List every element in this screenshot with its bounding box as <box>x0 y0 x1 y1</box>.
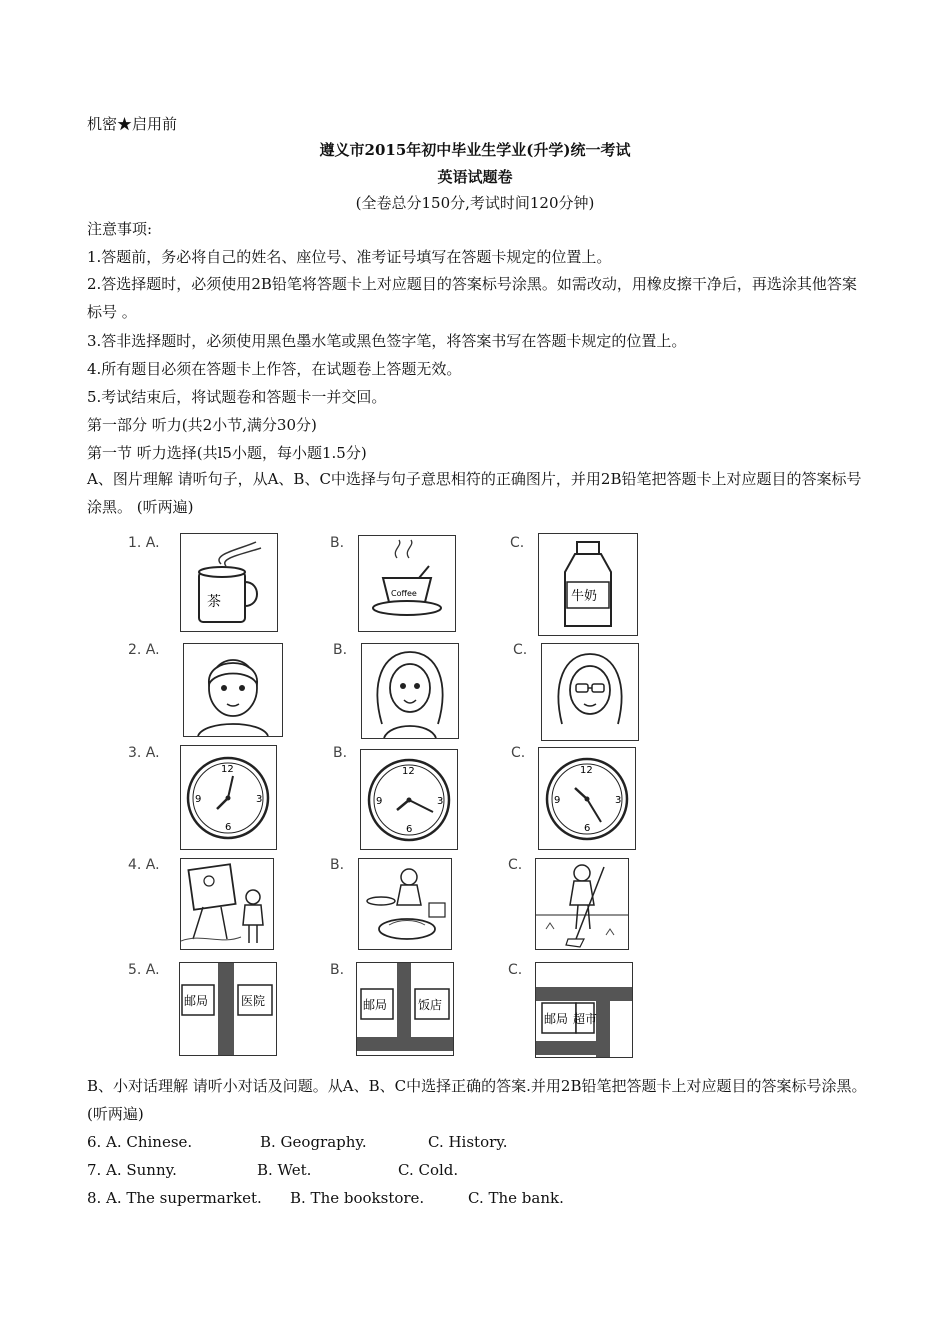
girl-face-icon <box>362 644 458 738</box>
hospital-text: 医院 <box>241 994 266 1008</box>
q3-label: 3. A. <box>128 745 160 761</box>
note-item-5: 5.考试结束后，将试题卷和答题卡一并交回。 <box>87 388 387 406</box>
svg-text:3: 3 <box>437 796 444 807</box>
q8-option-a: A. The supermarket. <box>106 1189 262 1207</box>
q6-number: 6. <box>87 1133 102 1151</box>
q2-option-b: B. <box>333 642 348 658</box>
svg-text:9: 9 <box>376 796 383 807</box>
svg-text:12: 12 <box>221 764 234 775</box>
note-item-3: 3.答非选择题时，必须使用黑色墨水笔或黑色签字笔，将答案书写在答题卡规定的位置上。 <box>87 332 687 350</box>
restaurant-text: 饭店 <box>418 998 443 1012</box>
svg-text:3: 3 <box>256 794 263 805</box>
note-item-2: 2.答选择题时，必须使用2B铅笔将答题卡上对应题目的答案标号涂黑。如需改动，用橡皮擦干净后，再选涂其他答案标号 。 <box>87 275 857 321</box>
svg-text:12: 12 <box>580 765 593 776</box>
q7-number: 7. <box>87 1161 102 1179</box>
coffee-text: Coffee <box>391 589 417 598</box>
svg-text:3: 3 <box>615 795 622 806</box>
q2-option-c: C. <box>513 642 528 658</box>
q7-option-a: A. Sunny. <box>106 1161 177 1179</box>
q1-picture-c-milk <box>538 533 638 636</box>
q3-picture-b-clock <box>360 749 458 850</box>
score-info: (全卷总分150分,考试时间120分钟) <box>355 194 595 212</box>
q3-picture-c-clock <box>538 747 636 850</box>
q5-option-b: B. <box>330 962 345 978</box>
sectionB-instructions: B、小对话理解 请听小对话及问题。从A、B、C中选择正确的答案.并用2B铅笔把答题卡上对应题目的答案标号涂黑。 (听两遍) <box>87 1077 867 1123</box>
clock-icon <box>539 748 635 849</box>
q3-option-c: C. <box>511 745 526 761</box>
clock-icon <box>361 750 457 849</box>
q4-picture-c-sweeping <box>535 858 629 950</box>
svg-text:6: 6 <box>584 823 591 834</box>
q4-picture-b-washing <box>358 858 452 950</box>
q8-option-c: C. The bank. <box>468 1189 564 1207</box>
q5-picture-b-map <box>356 962 454 1056</box>
section1-heading: 第一节 听力选择(共l5小题，每小题1.5分) <box>87 444 367 462</box>
svg-text:6: 6 <box>225 822 232 833</box>
confidential-label: 机密★启用前 <box>87 115 178 133</box>
exam-subtitle: 英语试题卷 <box>437 168 513 186</box>
exam-title: 遵义市2015年初中毕业生学业(升学)统一考试 <box>319 141 631 159</box>
coffee-cup-icon <box>359 536 455 631</box>
q2-picture-c-girl-glasses <box>541 643 639 741</box>
q1-option-c: C. <box>510 535 525 551</box>
street-map-icon <box>536 963 632 1057</box>
q8-option-b: B. The bookstore. <box>290 1189 425 1207</box>
q1-option-b: B. <box>330 535 345 551</box>
notes-heading: 注意事项: <box>87 220 153 238</box>
q6-option-a: A. Chinese. <box>106 1133 193 1151</box>
q5-option-c: C. <box>508 962 523 978</box>
q6-option-b: B. Geography. <box>260 1133 367 1151</box>
girl-painting-icon <box>181 859 273 949</box>
boy-face-icon <box>184 644 282 736</box>
q5-picture-c-map <box>535 962 633 1058</box>
clock-icon <box>181 746 276 849</box>
note-item-1: 1.答题前，务必将自己的姓名、座位号、准考证号填写在答题卡规定的位置上。 <box>87 248 612 266</box>
post-office-text: 邮局 <box>544 1012 569 1026</box>
tea-text: 茶 <box>207 594 221 610</box>
milk-text: 牛奶 <box>571 589 598 604</box>
svg-text:12: 12 <box>402 766 415 777</box>
q3-picture-a-clock <box>180 745 277 850</box>
svg-text:6: 6 <box>406 824 413 835</box>
q7-option-c: C. Cold. <box>398 1161 459 1179</box>
post-office-text: 邮局 <box>184 994 209 1008</box>
girl-washing-icon <box>359 859 451 949</box>
q4-label: 4. A. <box>128 857 160 873</box>
supermarket-text: 超市 <box>573 1012 598 1026</box>
q3-option-b: B. <box>333 745 348 761</box>
q2-picture-b-girl-long-hair <box>361 643 459 739</box>
milk-bottle-icon <box>539 534 637 635</box>
sectionA-instructions: A、图片理解 请听句子，从A、B、C中选择与句子意思相符的正确图片，并用2B铅笔把答题卡上对应题目的答案标号涂黑。 (听两遍) <box>87 470 862 516</box>
svg-text:9: 9 <box>195 794 202 805</box>
q4-option-b: B. <box>330 857 345 873</box>
q4-option-c: C. <box>508 857 523 873</box>
svg-text:9: 9 <box>554 795 561 806</box>
q1-picture-a-tea <box>180 533 278 632</box>
note-item-4: 4.所有题目必须在答题卡上作答，在试题卷上答题无效。 <box>87 360 462 378</box>
girl-sweeping-icon <box>536 859 628 949</box>
tea-mug-icon <box>181 534 277 631</box>
q2-picture-a-boy <box>183 643 283 737</box>
part1-heading: 第一部分 听力(共2小节,满分30分) <box>87 416 317 434</box>
q5-picture-a-map <box>179 962 277 1056</box>
q7-option-b: B. Wet. <box>257 1161 312 1179</box>
post-office-text: 邮局 <box>363 998 388 1012</box>
q8-number: 8. <box>87 1189 102 1207</box>
q5-label: 5. A. <box>128 962 160 978</box>
street-map-icon <box>357 963 453 1055</box>
q1-label: 1. A. <box>128 535 160 551</box>
q4-picture-a-painting <box>180 858 274 950</box>
q2-label: 2. A. <box>128 642 160 658</box>
girl-glasses-icon <box>542 644 638 740</box>
q1-picture-b-coffee <box>358 535 456 632</box>
q6-option-c: C. History. <box>428 1133 508 1151</box>
street-map-icon <box>180 963 276 1055</box>
